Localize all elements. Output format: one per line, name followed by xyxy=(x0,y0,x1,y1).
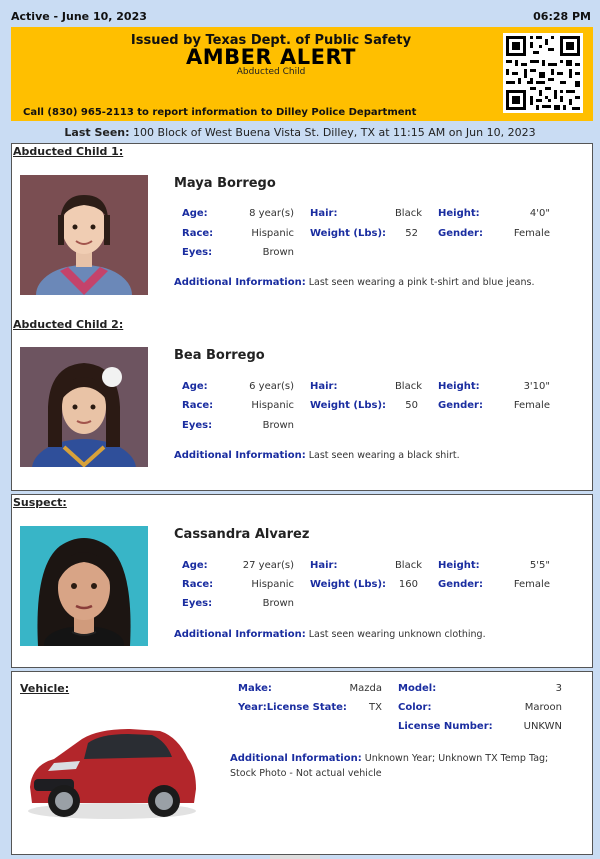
vehicle-model: 3 xyxy=(555,683,562,694)
child-2-section-label: Abducted Child 2: xyxy=(13,318,124,331)
child-2-gender-label: Gender: xyxy=(438,400,483,411)
suspect-name: Cassandra Alvarez xyxy=(174,527,310,542)
child-2-race: Hispanic xyxy=(251,400,294,411)
child-2-height: 3'10" xyxy=(523,381,550,392)
vehicle-info-text: Unknown Year; Unknown TX Temp Tag; Stock Photo - Not actual vehicle xyxy=(230,753,549,779)
vehicle-license-label: License Number: xyxy=(398,721,493,732)
last-seen-text: 100 Block of West Buena Vista St. Dilley, TX at 11:15 AM on Jun 10, 2023 xyxy=(133,126,536,139)
child-2-info-label: Additional Information: xyxy=(174,450,306,461)
vehicle-make: Mazda xyxy=(349,683,382,694)
suspect-weight: 160 xyxy=(398,579,418,590)
alert-status-date: Active - June 10, 2023 xyxy=(11,10,147,23)
last-seen-line xyxy=(0,126,600,139)
report-call-text[interactable]: Call (830) 965-2113 to report information to Dilley Police Department xyxy=(23,107,417,118)
top-status-bar xyxy=(11,10,593,26)
suspect-gender: Female xyxy=(513,579,550,590)
child-1-name: Maya Borrego xyxy=(174,176,276,191)
vehicle-section-label: Vehicle: xyxy=(20,682,70,695)
suspect-age: 27 year(s) xyxy=(242,560,294,571)
suspect-age-label: Age: xyxy=(182,560,208,571)
child-1-height-label: Height: xyxy=(438,208,480,219)
suspect-race: Hispanic xyxy=(251,579,294,590)
suspect-info-text: Last seen wearing unknown clothing. xyxy=(308,629,486,640)
child-2-eyes: Brown xyxy=(262,420,294,431)
vehicle-color: Maroon xyxy=(524,702,562,713)
suspect-photo[interactable] xyxy=(20,526,148,646)
child-1-eyes-label: Eyes: xyxy=(182,247,213,258)
child-1-hair: Black xyxy=(394,208,422,219)
amber-alert-banner xyxy=(11,27,593,121)
child-2-age-label: Age: xyxy=(182,381,208,392)
alert-subtitle: Abducted Child xyxy=(236,67,306,77)
qr-code-graphic xyxy=(503,33,583,113)
suspect-panel xyxy=(11,494,593,668)
qr-code-icon[interactable] xyxy=(503,33,583,113)
child-1-hair-label: Hair: xyxy=(310,208,338,219)
suspect-additional-info xyxy=(174,627,544,642)
child-1-weight: 52 xyxy=(405,228,418,239)
child-1-section-label: Abducted Child 1: xyxy=(13,145,124,158)
child-1-age: 8 year(s) xyxy=(249,208,294,219)
child-photo-image xyxy=(20,347,148,467)
vehicle-license: UNKWN xyxy=(523,721,562,732)
suspect-weight-label: Weight (Lbs): xyxy=(310,579,387,590)
child-1-race: Hispanic xyxy=(251,228,294,239)
suspect-section-label: Suspect: xyxy=(13,496,67,509)
suspect-race-label: Race: xyxy=(182,579,214,590)
child-2-gender: Female xyxy=(513,400,550,411)
vehicle-model-label: Model: xyxy=(398,683,437,694)
child-1-race-label: Race: xyxy=(182,228,214,239)
child-2-photo[interactable] xyxy=(20,347,148,467)
child-2-age: 6 year(s) xyxy=(249,381,294,392)
vehicle-make-label: Make: xyxy=(238,683,272,694)
suspect-info-label: Additional Information: xyxy=(174,629,306,640)
child-2-hair-label: Hair: xyxy=(310,381,338,392)
vehicle-additional-info xyxy=(230,751,570,781)
suspect-eyes-label: Eyes: xyxy=(182,598,213,609)
suspect-height: 5'5" xyxy=(529,560,550,571)
child-2-hair: Black xyxy=(394,381,422,392)
child-2-race-label: Race: xyxy=(182,400,214,411)
suspect-height-label: Height: xyxy=(438,560,480,571)
child-1-photo[interactable] xyxy=(20,175,148,295)
alert-time: 06:28 PM xyxy=(533,10,591,23)
child-1-eyes: Brown xyxy=(262,247,294,258)
abducted-children-panel xyxy=(11,143,593,491)
child-2-weight-label: Weight (Lbs): xyxy=(310,400,387,411)
child-1-age-label: Age: xyxy=(182,208,208,219)
child-2-name: Bea Borrego xyxy=(174,348,265,363)
child-photo-image xyxy=(20,175,148,295)
child-1-info-label: Additional Information: xyxy=(174,277,306,288)
vehicle-photo-image xyxy=(20,703,202,831)
suspect-photo-image xyxy=(20,526,148,646)
vehicle-photo[interactable] xyxy=(20,703,202,831)
vehicle-year-state-label: Year:License State: xyxy=(238,702,347,713)
vehicle-year-state: TX xyxy=(369,702,382,713)
issuer-text: Issued by Texas Dept. of Public Safety xyxy=(130,33,412,48)
suspect-gender-label: Gender: xyxy=(438,579,483,590)
child-1-additional-info xyxy=(174,275,544,290)
child-2-weight: 50 xyxy=(405,400,418,411)
child-1-height: 4'0" xyxy=(529,208,550,219)
alert-title: AMBER ALERT xyxy=(185,45,356,69)
vehicle-color-label: Color: xyxy=(398,702,432,713)
last-seen-label: Last Seen: xyxy=(64,126,130,139)
child-1-gender: Female xyxy=(513,228,550,239)
suspect-eyes: Brown xyxy=(262,598,294,609)
vehicle-panel xyxy=(11,671,593,855)
child-1-info-text: Last seen wearing a pink t-shirt and blue jeans. xyxy=(308,277,535,288)
suspect-hair: Black xyxy=(394,560,422,571)
child-1-gender-label: Gender: xyxy=(438,228,483,239)
child-2-additional-info xyxy=(174,448,544,463)
child-2-eyes-label: Eyes: xyxy=(182,420,213,431)
page-bottom-edge xyxy=(270,855,320,859)
child-2-height-label: Height: xyxy=(438,381,480,392)
suspect-hair-label: Hair: xyxy=(310,560,338,571)
child-1-weight-label: Weight (Lbs): xyxy=(310,228,387,239)
vehicle-info-label: Additional Information: xyxy=(230,753,362,764)
child-2-info-text: Last seen wearing a black shirt. xyxy=(308,450,460,461)
